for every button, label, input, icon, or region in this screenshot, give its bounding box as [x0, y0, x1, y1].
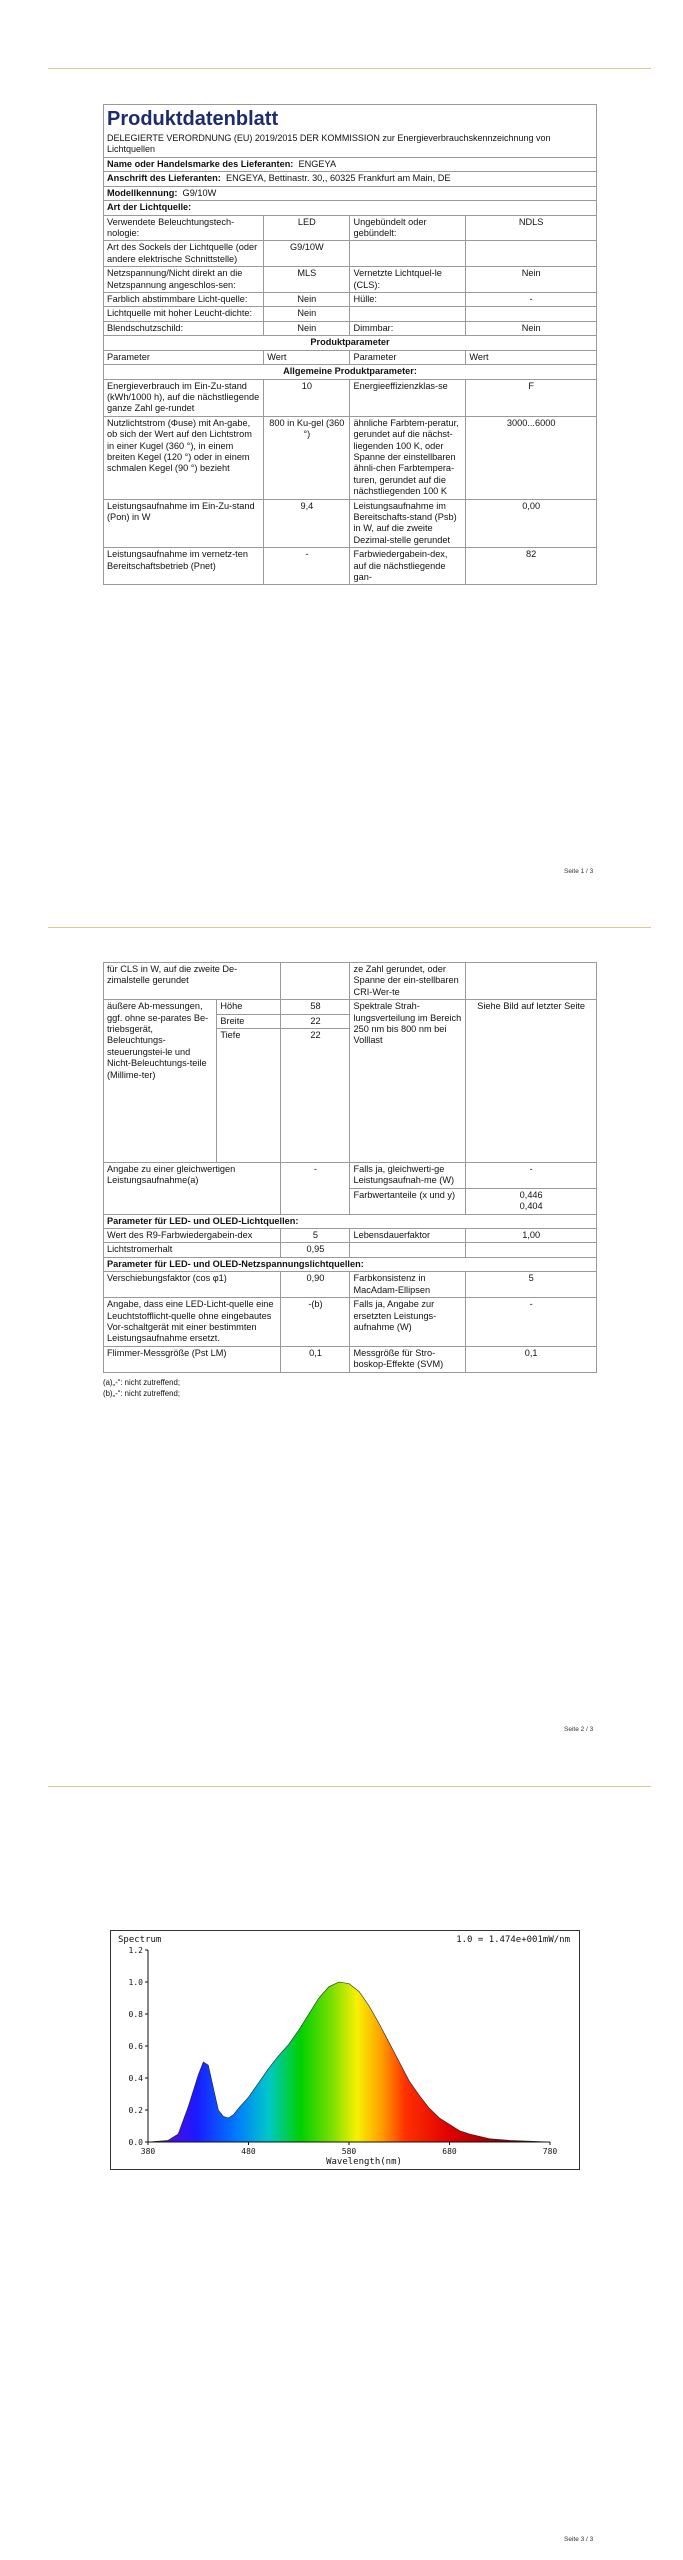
cell-label: Angabe, dass eine LED-Licht-quelle eine Leuchtstofflicht-quelle ohne eingebautes Vor-schaltgerät mit einer bestimmten Leistungsaufnahme ersetzt.: [104, 1298, 281, 1347]
page-separator: [48, 1786, 651, 1787]
page-number: Seite 3 / 3: [564, 2536, 594, 2543]
cell-label: Hülle:: [350, 293, 466, 307]
light-type-heading: Art der Lichtquelle:: [104, 201, 597, 215]
page-number: Seite 1 / 3: [564, 868, 594, 875]
cell-value: 800 in Ku-gel (360 °): [264, 416, 350, 499]
cell-label: Falls ja, gleichwerti-ge Leistungsaufnah-me (W): [350, 1163, 466, 1189]
spectrum-value: Siehe Bild auf letzter Seite: [466, 1000, 597, 1163]
cell-label: Verschiebungsfaktor (cos φ1): [104, 1272, 281, 1298]
cell-value: -(b): [281, 1298, 350, 1347]
cell-value: -: [281, 1163, 350, 1215]
product-params-heading: Produktparameter: [104, 336, 597, 350]
cell-label: Falls ja, Angabe zur ersetzten Leistungs-aufnahme (W): [350, 1298, 466, 1347]
cell-value: -: [466, 1298, 597, 1347]
page-1-header: [103, 104, 597, 157]
cell-value: 82: [466, 548, 597, 585]
footnote-a: (a)„-“: nicht zutreffend;: [103, 1377, 180, 1387]
width-value: 22: [281, 1014, 350, 1028]
supplier-table: [103, 157, 597, 585]
equivalent-power-label: Angabe zu einer gleichwertigen Leistungsaufnahme(a): [107, 1164, 236, 1186]
cell-label: Vernetzte Lichtquel-le (CLS):: [350, 267, 466, 293]
brand-value: ENGEYA: [298, 159, 337, 169]
cell-value: G9/10W: [264, 241, 350, 267]
cell-value: [466, 1188, 597, 1214]
cell-label: [104, 1163, 281, 1215]
col-header: Parameter: [104, 350, 264, 364]
cell-label: Farbwertanteile (x und y): [350, 1188, 466, 1214]
model-label: Modellkennung:: [107, 187, 178, 198]
address-label: Anschrift des Lieferanten:: [107, 173, 221, 184]
width-label: Breite: [217, 1014, 281, 1028]
cell-value: Nein: [264, 321, 350, 335]
col-header: Wert: [466, 350, 597, 364]
y-value: 0,404: [519, 1201, 543, 1212]
cell-value: Nein: [264, 293, 350, 307]
cell-label: Art des Sockels der Lichtquelle (oder andere elektrische Schnittstelle): [104, 241, 264, 267]
height-value: 58: [281, 1000, 350, 1014]
cell-value: 5: [466, 1272, 597, 1298]
spectrum-label: Spektrale Strah-lungsverteilung im Bereich 250 nm bis 800 nm bei Volllast: [350, 1000, 466, 1163]
page-separator: [48, 68, 651, 69]
cell-value: 0,95: [281, 1243, 350, 1257]
cell-label: Ungebündelt oder gebündelt:: [350, 215, 466, 241]
spectrum-chart: [110, 1930, 580, 2170]
page-separator: [48, 927, 651, 928]
cell-label: Energieeffizienzklas-se: [350, 379, 466, 416]
cell-value: 1,00: [466, 1229, 597, 1243]
cell-label: Lichtstromerhalt: [104, 1243, 281, 1257]
cell-label: Leistungsaufnahme im Bereitschafts-stand (Psb) in W, auf die zweite Dezimal-stelle gerundet: [350, 499, 466, 548]
cell-value: -: [466, 293, 597, 307]
cell-value: 3000...6000: [466, 416, 597, 499]
cell-label: Nutzlichtstrom (Φuse) mit An-gabe, ob sich der Wert auf den Lichtstrom in einer Kugel (360 °), in einem breiten Kegel (120 °) oder in einem schmalen Kegel (90 °) bezieht: [104, 416, 264, 499]
cell-label: Lichtquelle mit hoher Leucht-dichte:: [104, 307, 264, 321]
x-tick-label: 580: [341, 2147, 357, 2156]
col-header: Parameter: [350, 350, 466, 364]
footnote-b: (b)„-“: nicht zutreffend;: [103, 1388, 180, 1398]
depth-label: Tiefe: [217, 1029, 281, 1163]
cell-value: F: [466, 379, 597, 416]
cell-label: Leistungsaufnahme im Ein-Zu-stand (Pon) in W: [104, 499, 264, 548]
cell-label: ähnliche Farbtem-peratur, gerundet auf die nächst-liegenden 100 K, oder Spanne der einstellbaren ähnli-chen Farbtempera-turen, gerundet auf die nächstliegenden 100 K: [350, 416, 466, 499]
cell-value: Nein: [466, 267, 597, 293]
page-1: [103, 104, 597, 585]
cell-label: ze Zahl gerundet, oder Spanne der ein-stellbaren CRI-Wer-te: [350, 963, 466, 1000]
general-params-heading: Allgemeine Produktparameter:: [104, 365, 597, 379]
cell-value: 9,4: [264, 499, 350, 548]
cell-label: für CLS in W, auf die zweite De-zimalstelle gerundet: [104, 963, 281, 1000]
params-table-continued: [103, 962, 597, 1373]
cell-label: Flimmer-Messgröße (Pst LM): [104, 1346, 281, 1372]
cell-value: Nein: [466, 321, 597, 335]
cell-value: MLS: [264, 267, 350, 293]
y-tick-label: 1.2: [128, 1946, 143, 1955]
y-tick-label: 0.4: [128, 2074, 143, 2083]
y-tick-label: 0.2: [128, 2106, 143, 2115]
height-label: Höhe: [217, 1000, 281, 1014]
x-value: 0,446: [519, 1189, 543, 1200]
cell-value: 0,00: [466, 499, 597, 548]
cell-label: Lebensdauerfaktor: [350, 1229, 466, 1243]
depth-value: 22: [281, 1029, 350, 1163]
cell-value: -: [466, 1163, 597, 1189]
cell-label: Netzspannung/Nicht direkt an die Netzspannung angeschlos-sen:: [104, 267, 264, 293]
cell-label: Verwendete Beleuchtungstech-nologie:: [104, 215, 264, 241]
page-number: Seite 2 / 3: [564, 1726, 594, 1733]
chart-annotation: 1.0 = 1.474e+001mW/nm: [456, 1935, 570, 1945]
cell-value: 0,1: [466, 1346, 597, 1372]
cell-value: 0,90: [281, 1272, 350, 1298]
x-axis-label: Wavelength(nm): [326, 2157, 402, 2167]
cell-label: Energieverbrauch im Ein-Zu-stand (kWh/1000 h), auf die nächstliegende ganze Zahl ge-rundet: [104, 379, 264, 416]
cell-value: NDLS: [466, 215, 597, 241]
chart-title: Spectrum: [118, 1935, 162, 1945]
y-tick-label: 1.0: [128, 1978, 143, 1987]
dimensions-label: äußere Ab-messungen, ggf. ohne se-parates Be-triebsgerät, Beleuchtungs-steuerungstei-le und Nicht-Beleuchtungs-teile (Millime-ter): [104, 1000, 217, 1163]
y-tick-label: 0.6: [128, 2042, 143, 2051]
page-2: [103, 962, 597, 1399]
cell-value: LED: [264, 215, 350, 241]
page-title: Produktdatenblatt: [107, 108, 279, 130]
x-tick-label: 780: [542, 2147, 558, 2156]
cell-label: Blendschutzschild:: [104, 321, 264, 335]
cell-value: -: [264, 548, 350, 585]
x-tick-label: 680: [442, 2147, 457, 2156]
x-tick-label: 380: [140, 2147, 156, 2156]
cell-label: Farbwiedergabein-dex, auf die nächstliegende gan-: [350, 548, 466, 585]
cell-value: 10: [264, 379, 350, 416]
led-params-heading: Parameter für LED- und OLED-Lichtquellen:: [104, 1214, 597, 1228]
cell-label: Messgröße für Stro-boskop-Effekte (SVM): [350, 1346, 466, 1372]
address-value: ENGEYA, Bettinastr. 30,, 60325 Frankfurt am Main, DE: [225, 173, 451, 184]
cell-value: Nein: [264, 307, 350, 321]
cell-label: Wert des R9-Farbwiedergabein-dex: [104, 1229, 281, 1243]
cell-label: Farbkonsistenz in MacAdam-Ellipsen: [350, 1272, 466, 1298]
brand-label: Name oder Handelsmarke des Lieferanten:: [107, 159, 294, 169]
x-tick-label: 480: [241, 2147, 256, 2156]
model-value: G9/10W: [182, 187, 217, 198]
y-tick-label: 0.0: [128, 2138, 143, 2147]
mains-params-heading: Parameter für LED- und OLED-Netzspannungslichtquellen:: [104, 1257, 597, 1271]
cell-value: 5: [281, 1229, 350, 1243]
cell-label: Dimmbar:: [350, 321, 466, 335]
y-tick-label: 0.8: [128, 2010, 143, 2019]
regulation-subtitle: DELEGIERTE VERORDNUNG (EU) 2019/2015 DER KOMMISSION zur Energieverbrauchskennzeichnung von Lichtquellen: [107, 133, 551, 154]
cell-value: 0,1: [281, 1346, 350, 1372]
cell-label: Farblich abstimmbare Licht-quelle:: [104, 293, 264, 307]
col-header: Wert: [264, 350, 350, 364]
cell-label: Leistungsaufnahme im vernetz-ten Bereitschaftsbetrieb (Pnet): [104, 548, 264, 585]
